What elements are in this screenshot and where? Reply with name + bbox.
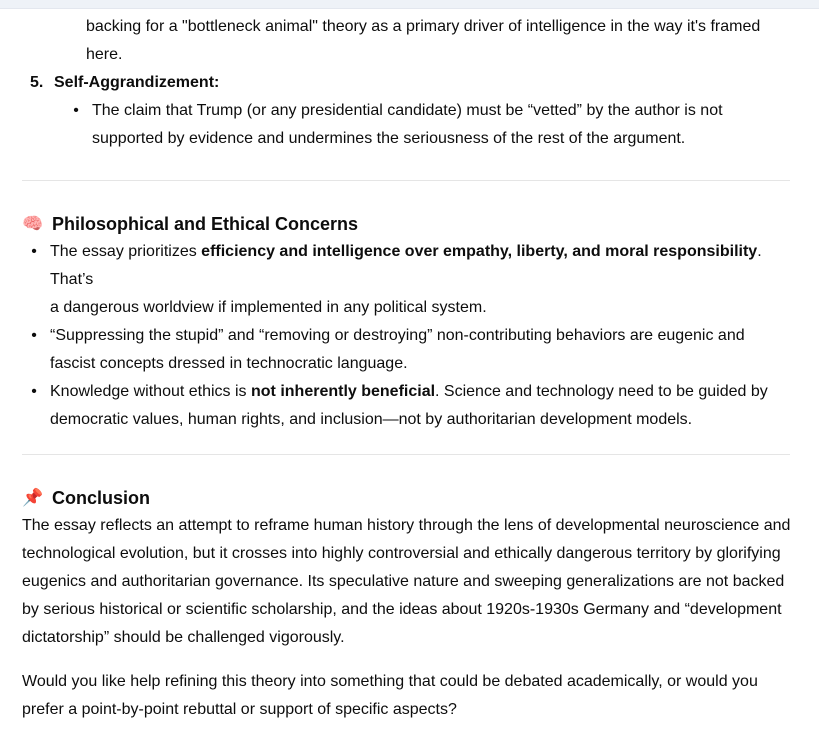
conclusion-paragraph xyxy=(22,512,797,652)
follow-up-question xyxy=(22,668,797,724)
paragraph-line: dictatorship” should be challenged vigorously. xyxy=(22,629,345,646)
bullet-text: Knowledge without ethics is xyxy=(50,383,251,400)
pushpin-icon: 📌 xyxy=(22,488,44,507)
sub-bullet-line-1: The claim that Trump (or any presidential candidate) must be “vetted” by the author is not xyxy=(92,102,723,119)
brain-icon: 🧠 xyxy=(22,214,44,233)
list-number: 5. xyxy=(30,74,44,91)
bullet-text: . Science and technology need to be guided by xyxy=(435,383,768,400)
paragraph-line: technological evolution, but it crosses into highly controversial and ethically dangerous territory by glorifying xyxy=(22,545,781,562)
sub-bullet-text xyxy=(92,97,797,153)
bullet-text: fascist concepts dressed in technocratic language. xyxy=(50,355,408,372)
paragraph-line: The essay reflects an attempt to reframe human history through the lens of developmental neuroscience and xyxy=(22,517,791,534)
section-title: Conclusion xyxy=(52,488,150,508)
continuation-line-2: here. xyxy=(86,46,123,63)
bullet-icon: • xyxy=(73,102,79,119)
sub-bullet-line-2: supported by evidence and undermines the seriousness of the rest of the argument. xyxy=(92,130,686,147)
bullet-icon: • xyxy=(31,383,37,400)
bullet-icon: • xyxy=(31,327,37,344)
top-header-strip xyxy=(0,0,819,9)
section-heading-conclusion xyxy=(22,484,797,512)
chat-message-content xyxy=(22,13,797,724)
bullet-text: democratic values, human rights, and inclusion—not by authoritarian development models. xyxy=(50,411,693,428)
paragraph-line: prefer a point-by-point rebuttal or support of specific aspects? xyxy=(22,701,457,718)
section-heading-philosophical xyxy=(22,210,797,238)
bullet-text: The essay prioritizes xyxy=(50,243,202,260)
bullet-text: a dangerous worldview if implemented in any political system. xyxy=(50,299,487,316)
bullet-text: . That’s xyxy=(50,243,762,288)
paragraph-line: Would you like help refining this theory into something that could be debated academically, or would you xyxy=(22,673,758,690)
list-item xyxy=(22,378,797,434)
list-item xyxy=(22,322,797,378)
bullet-text: “Suppressing the stupid” and “removing or destroying” non-contributing behaviors are eugenic and xyxy=(50,327,745,344)
list-item-self-aggrandizement xyxy=(22,69,797,97)
continuation-line-1: backing for a "bottleneck animal" theory as a primary driver of intelligence in the way it's framed xyxy=(86,18,761,35)
sub-bullet-item xyxy=(22,97,797,153)
bullet-bold-text: efficiency and intelligence over empathy, liberty, and moral responsibility xyxy=(201,243,758,260)
paragraph-line: by serious historical or scientific scholarship, and the ideas about 1920s-1930s Germany and “development xyxy=(22,601,782,618)
bullet-icon: • xyxy=(31,243,37,260)
bullet-bold-text: not inherently beneficial xyxy=(251,383,436,400)
list-item xyxy=(22,238,797,322)
section-title: Philosophical and Ethical Concerns xyxy=(52,214,359,234)
paragraph-line: eugenics and authoritarian governance. Its speculative nature and sweeping generalizations are not backed xyxy=(22,573,785,590)
list-item-title: Self-Aggrandizement: xyxy=(54,74,220,91)
